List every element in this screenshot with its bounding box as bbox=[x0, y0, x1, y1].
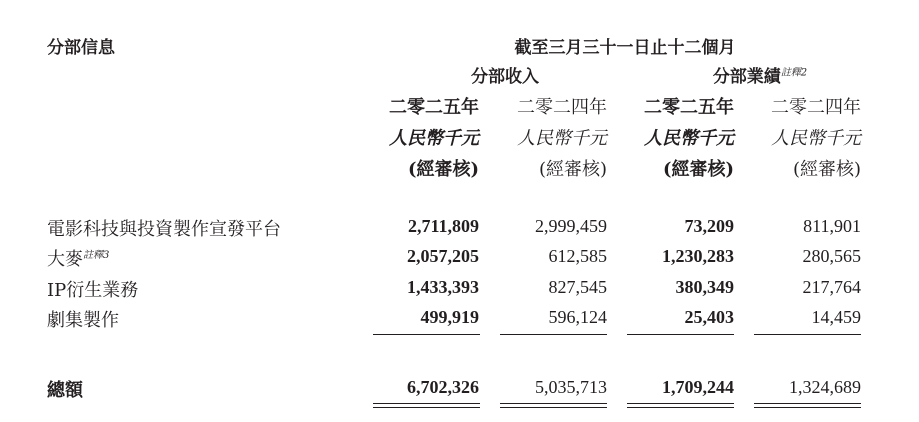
group-header-results: 分部業績$^{註釋2}$ bbox=[712, 67, 808, 87]
total-double-rule-3b bbox=[627, 407, 734, 408]
col-header-year-2025-results: 二零二五年 bbox=[644, 97, 734, 118]
col-header-unit-1: 人民幣千元 bbox=[389, 128, 479, 149]
col-header-audit-3: (經審核) bbox=[662, 159, 734, 180]
row-label-drama: 劇集製作 bbox=[47, 310, 119, 331]
period-header: 截至三月三十一日止十二個月 bbox=[514, 38, 736, 58]
total-double-rule-4a bbox=[754, 403, 861, 404]
total-double-rule-1b bbox=[373, 407, 480, 408]
cell-drama-res-2025: 25,403 bbox=[684, 307, 734, 327]
cell-ip-res-2025: 380,349 bbox=[675, 277, 734, 297]
cell-damai-res-2024: 280,565 bbox=[802, 246, 861, 266]
group-header-revenue: 分部收入 bbox=[471, 67, 539, 87]
cell-damai-res-2025: 1,230,283 bbox=[662, 246, 734, 266]
cell-film-tech-rev-2024: 2,999,459 bbox=[535, 216, 607, 236]
row-label-damai: 大麥$^{註釋3}$ bbox=[47, 249, 110, 270]
cell-damai-rev-2025: 2,057,205 bbox=[407, 246, 479, 266]
total-rev-2025: 6,702,326 bbox=[407, 377, 479, 397]
subtotal-rule-1 bbox=[373, 334, 480, 335]
total-double-rule-4b bbox=[754, 407, 861, 408]
cell-ip-res-2024: 217,764 bbox=[802, 277, 861, 297]
section-title: 分部信息 bbox=[47, 38, 115, 58]
total-double-rule-2b bbox=[500, 407, 607, 408]
cell-drama-rev-2024: 596,124 bbox=[548, 307, 607, 327]
col-header-audit-4: (經審核) bbox=[792, 159, 861, 180]
col-header-unit-2: 人民幣千元 bbox=[517, 128, 607, 149]
total-double-rule-1a bbox=[373, 403, 480, 404]
cell-film-tech-res-2025: 73,209 bbox=[684, 216, 734, 236]
cell-damai-rev-2024: 612,585 bbox=[548, 246, 607, 266]
row-label-film-tech: 電影科技與投資製作宣發平台 bbox=[47, 219, 281, 240]
col-header-unit-3: 人民幣千元 bbox=[644, 128, 734, 149]
group-header-results-note: 註釋2 bbox=[780, 67, 808, 79]
col-header-year-2024-revenue: 二零二四年 bbox=[517, 97, 607, 118]
total-res-2025: 1,709,244 bbox=[662, 377, 734, 397]
cell-film-tech-rev-2025: 2,711,809 bbox=[407, 216, 479, 236]
row-label-damai-note: 註釋3 bbox=[83, 250, 110, 261]
cell-drama-rev-2025: 499,919 bbox=[420, 307, 479, 327]
subtotal-rule-4 bbox=[754, 334, 861, 335]
subtotal-rule-3 bbox=[627, 334, 734, 335]
col-header-unit-4: 人民幣千元 bbox=[771, 128, 861, 149]
col-header-year-2024-results: 二零二四年 bbox=[771, 97, 861, 118]
total-rev-2024: 5,035,713 bbox=[535, 377, 607, 397]
row-label-ip: IP衍生業務 bbox=[47, 280, 139, 301]
cell-ip-rev-2024: 827,545 bbox=[548, 277, 607, 297]
total-double-rule-3a bbox=[627, 403, 734, 404]
total-double-rule-2a bbox=[500, 403, 607, 404]
subtotal-rule-2 bbox=[500, 334, 607, 335]
col-header-audit-2: (經審核) bbox=[538, 159, 607, 180]
col-header-year-2025-revenue: 二零二五年 bbox=[389, 97, 479, 118]
cell-film-tech-res-2024: 811,901 bbox=[803, 216, 861, 236]
total-res-2024: 1,324,689 bbox=[789, 377, 861, 397]
cell-drama-res-2024: 14,459 bbox=[811, 307, 861, 327]
total-label: 總額 bbox=[47, 380, 83, 401]
cell-ip-rev-2025: 1,433,393 bbox=[407, 277, 479, 297]
col-header-audit-1: (經審核) bbox=[407, 159, 479, 180]
